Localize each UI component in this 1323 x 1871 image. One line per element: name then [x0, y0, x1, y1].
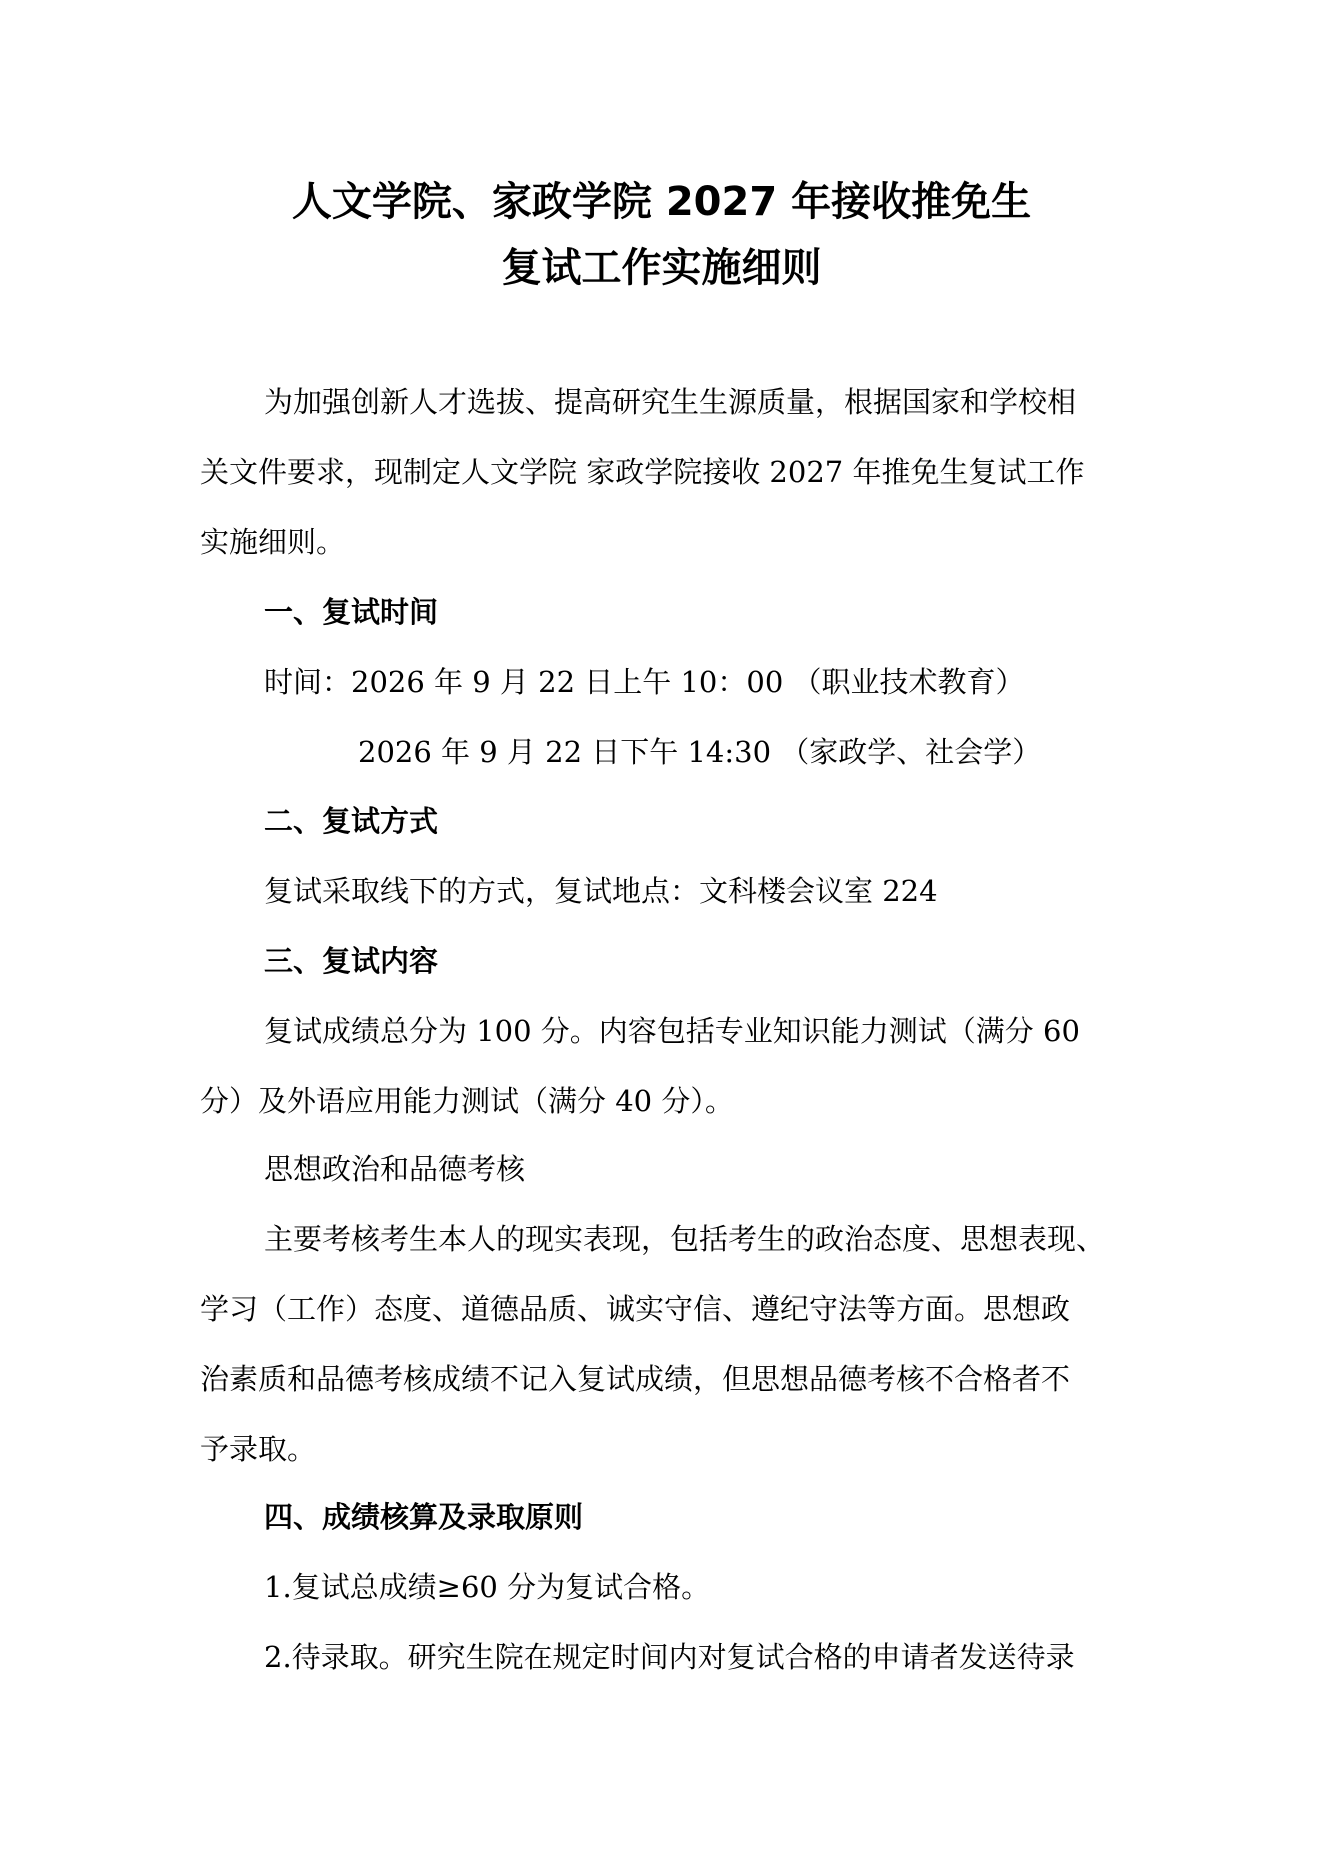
exam-content-line-2: 分）及外语应用能力测试（满分 40 分）。	[200, 1084, 734, 1118]
exam-time-line-1: 时间：2026 年 9 月 22 日上午 10：00 （职业技术教育）	[264, 665, 1025, 699]
ideology-line-4: 予录取。	[200, 1432, 317, 1466]
ideology-line-1: 主要考核考生本人的现实表现，包括考生的政治态度、思想表现、	[264, 1222, 1106, 1256]
document-title-line-2: 复试工作实施细则	[501, 245, 822, 291]
section-heading-exam-time: 一、复试时间	[264, 595, 439, 629]
ideology-line-3: 治素质和品德考核成绩不记入复试成绩，但思想品德考核不合格者不	[200, 1362, 1071, 1396]
intro-line-3: 实施细则。	[200, 525, 346, 559]
exam-time-line-2: 2026 年 9 月 22 日下午 14:30 （家政学、社会学）	[358, 735, 1042, 769]
admission-item-2: 2.待录取。研究生院在规定时间内对复试合格的申请者发送待录	[264, 1640, 1075, 1674]
section-heading-admission: 四、成绩核算及录取原则	[264, 1500, 584, 1534]
ideology-line-2: 学习（工作）态度、道德品质、诚实守信、遵纪守法等方面。思想政	[200, 1292, 1071, 1326]
section-heading-exam-content: 三、复试内容	[264, 944, 439, 978]
ideology-subheading: 思想政治和品德考核	[264, 1152, 526, 1186]
exam-method-text: 复试采取线下的方式，复试地点：文科楼会议室 224	[264, 874, 938, 908]
document-title-line-1: 人文学院、家政学院 2027 年接收推免生	[291, 179, 1032, 225]
intro-line-2: 关文件要求，现制定人文学院 家政学院接收 2027 年推免生复试工作	[200, 455, 1085, 489]
exam-content-line-1: 复试成绩总分为 100 分。内容包括专业知识能力测试（满分 60	[264, 1014, 1080, 1048]
admission-item-1: 1.复试总成绩≥60 分为复试合格。	[264, 1570, 711, 1604]
section-heading-exam-method: 二、复试方式	[264, 804, 439, 838]
intro-line-1: 为加强创新人才选拔、提高研究生生源质量，根据国家和学校相	[264, 385, 1077, 419]
